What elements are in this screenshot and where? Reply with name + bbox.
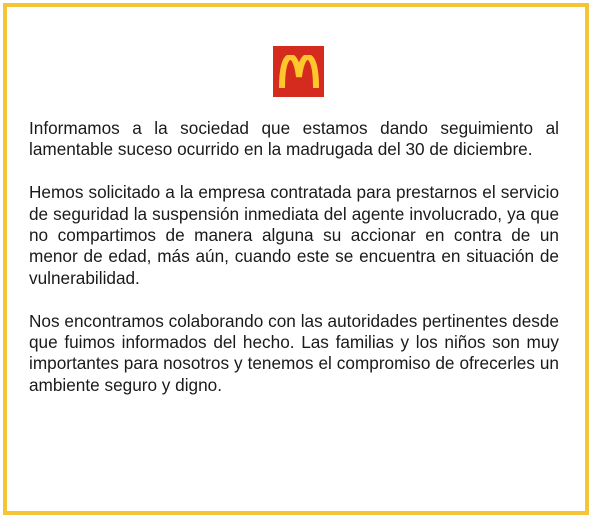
statement-paragraph-1: Informamos a la sociedad que estamos dando seguimiento al lamentable suceso ocurrido en la madrugada del 30 de diciembre. [29,118,559,160]
golden-arches-icon [279,55,319,89]
statement-paragraph-2: Hemos solicitado a la empresa contratada para prestarnos el servicio de seguridad la suspensión inmediata del agente involucrado, ya que no compartimos de manera alguna su accionar en contra de un menor de edad, más aún, cuando este se encuentra en situación de vulnerabilidad. [29,182,559,288]
mcdonalds-logo-icon [273,46,324,97]
statement-text [29,118,559,396]
statement-paragraph-3: Nos encontramos colaborando con las autoridades pertinentes desde que fuimos informados del hecho. Las familias y los niños son muy importantes para nosotros y tenemos el compromiso de ofrecerles un ambiente seguro y digno. [29,310,559,395]
